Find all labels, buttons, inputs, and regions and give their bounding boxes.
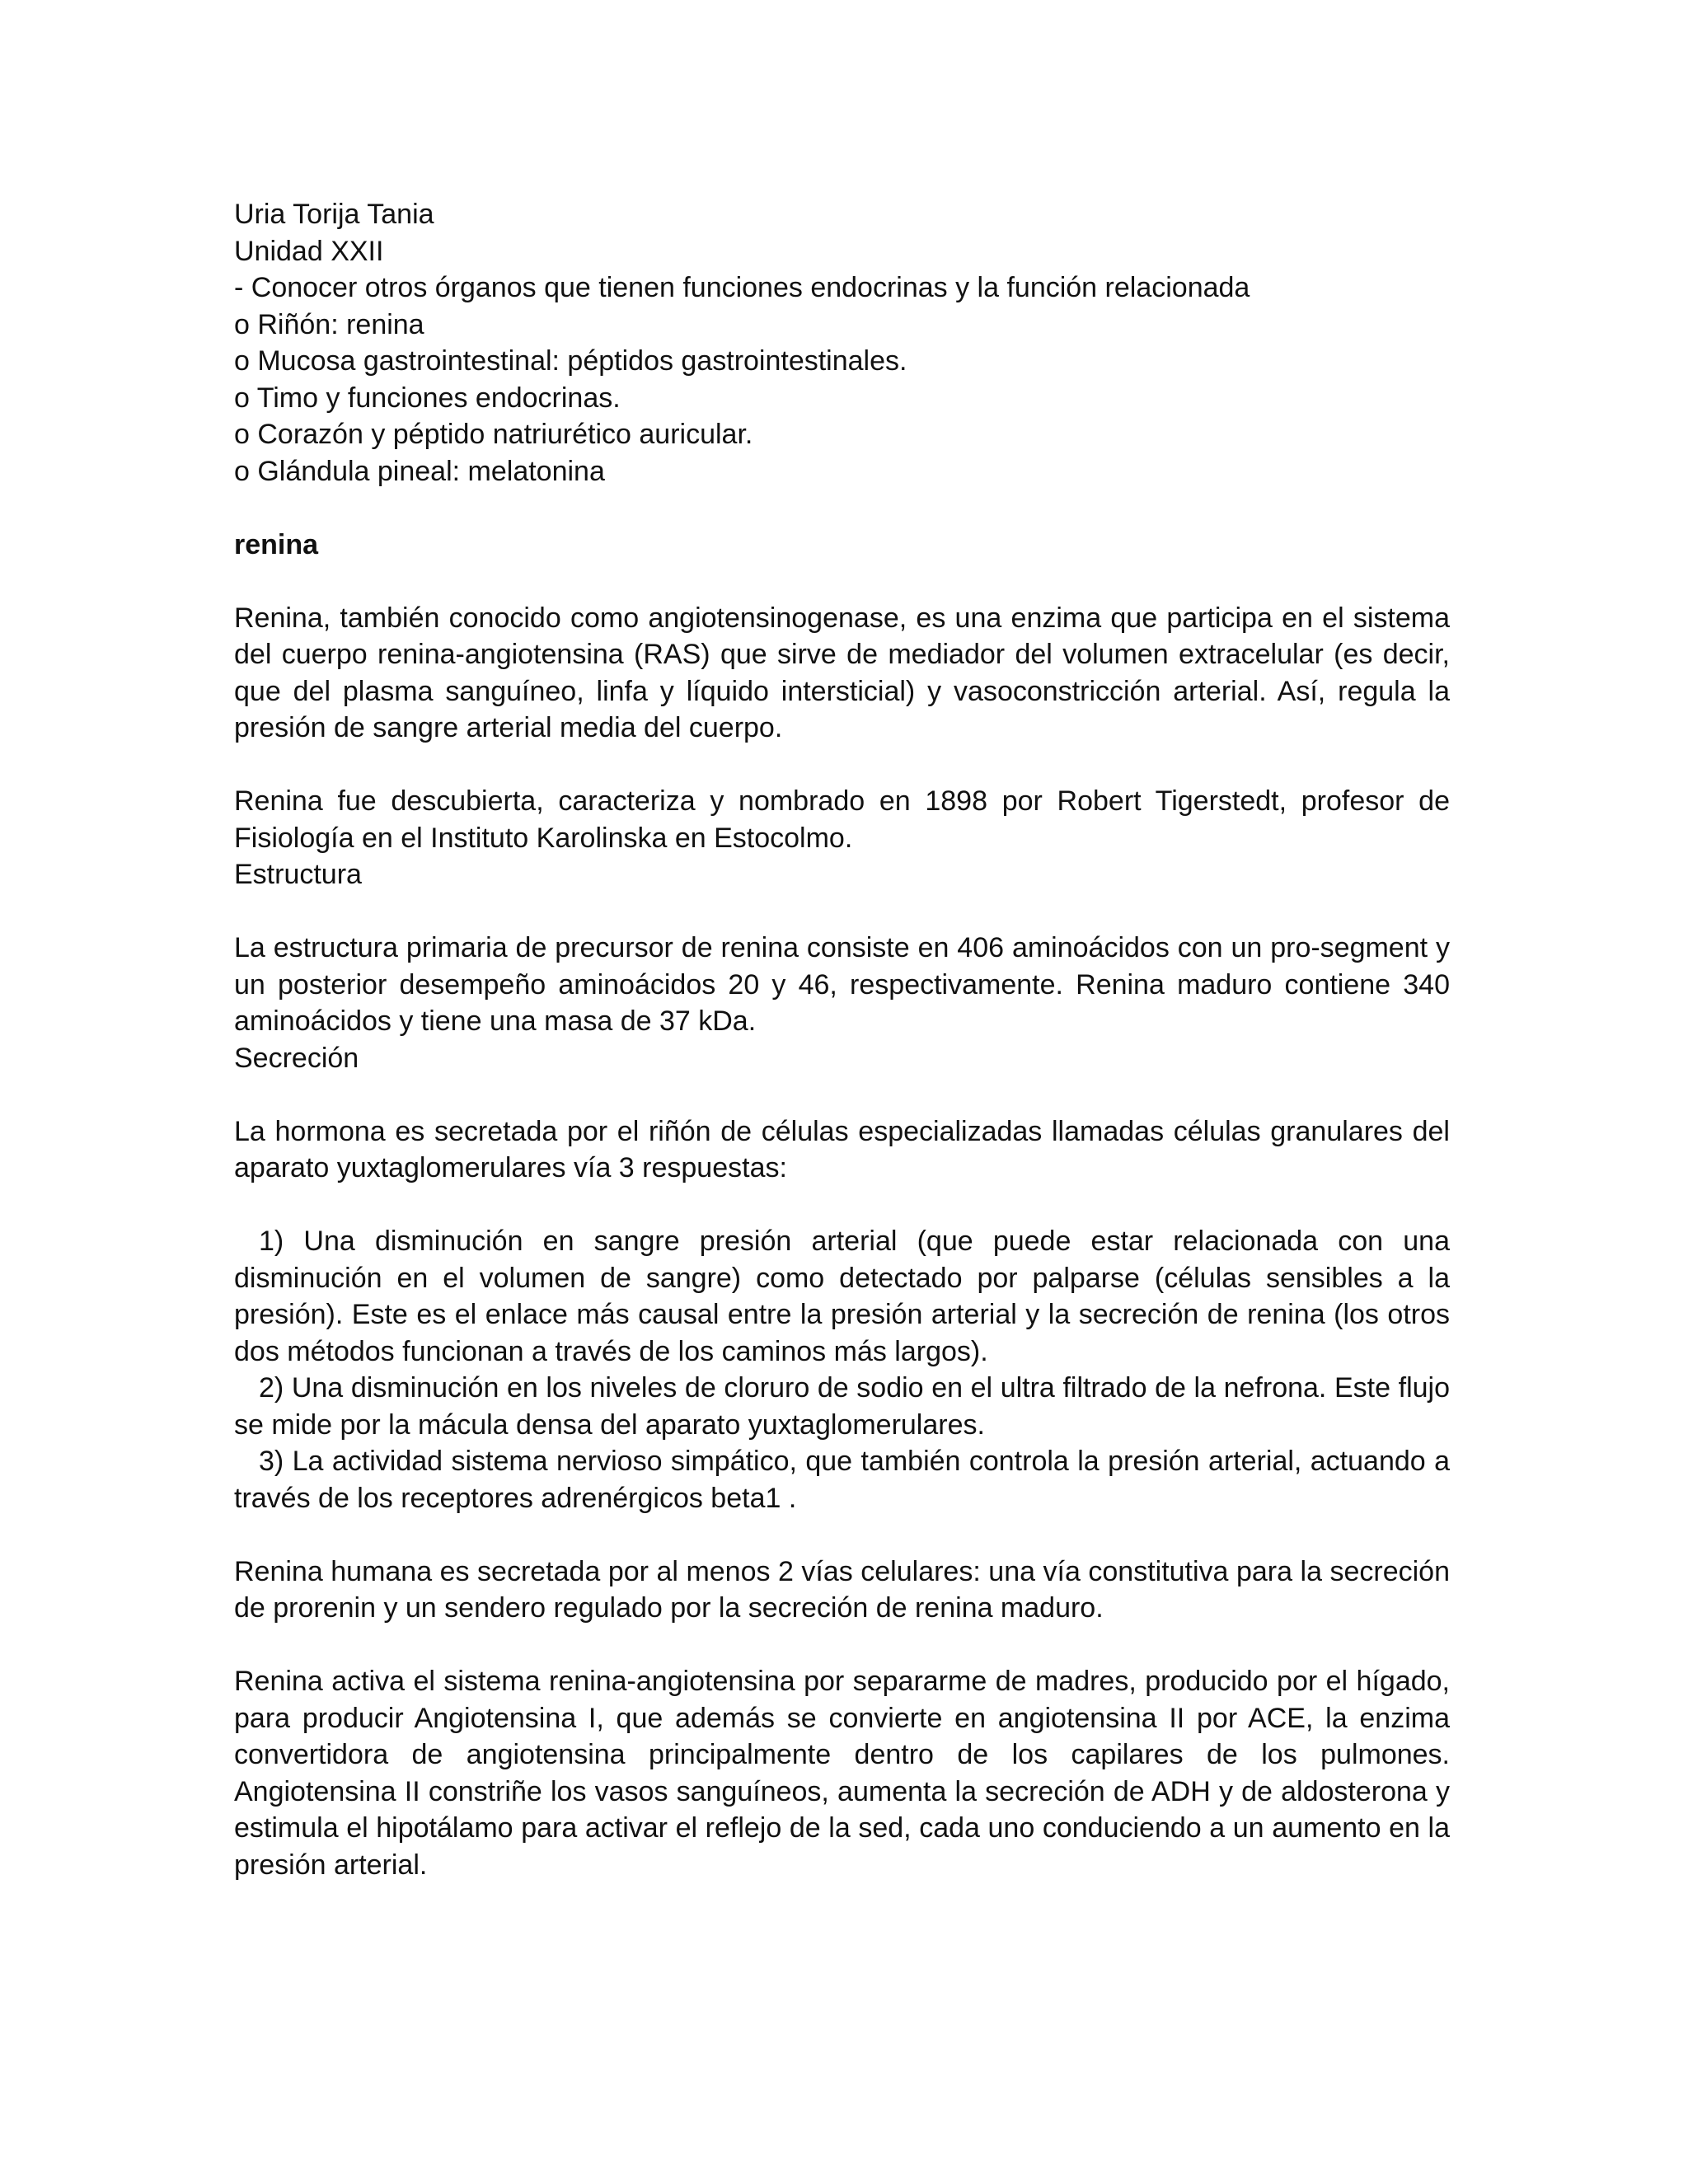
objectives-intro: - Conocer otros órganos que tienen funciones endocrinas y la función relacionada bbox=[234, 272, 1250, 303]
paragraph-activation: Renina activa el sistema renina-angiotensina por separarme de madres, producido por el hígado, para producir Angiotensina I, que además se convierte en angiotensina II por ACE, la enzima convertidora de angiotensina principalmente dentro de los capilares de los pulmones. Angiotensina II constriñe los vasos sanguíneos, aumenta la secreción de ADH y de aldosterona y estimula el hipotálamo para activar el reflejo de la sed, cada uno conduciendo a un aumento en la presión arterial. bbox=[234, 1666, 1450, 1881]
spacer bbox=[234, 747, 1450, 784]
objective-item: o Timo y funciones endocrinas. bbox=[234, 382, 621, 414]
unit-title: Unidad XXII bbox=[234, 235, 384, 267]
paragraph-structure: La estructura primaria de precursor de renina consiste en 406 aminoácidos con un pro-segment y un posterior desempeño aminoácidos 20 y 46, respectivamente. Renina maduro contiene 340 aminoácidos y tiene una masa de 37 kDa. bbox=[234, 932, 1450, 1037]
response-item: 3) La actividad sistema nervioso simpático, que también controla la presión arterial, actuando a través de los receptores adrenérgicos beta1 . bbox=[234, 1446, 1450, 1514]
objective-item: o Glándula pineal: melatonina bbox=[234, 455, 605, 487]
spacer bbox=[234, 1516, 1450, 1554]
paragraph-secretion: La hormona es secretada por el riñón de células especializadas llamadas células granulares del aparato yuxtaglomerulares vía 3 respuestas: bbox=[234, 1115, 1450, 1183]
objective-item: o Riñón: renina bbox=[234, 308, 424, 340]
subheading-structure: Estructura bbox=[234, 859, 362, 890]
objective-item: o Corazón y péptido natriurético auricular. bbox=[234, 419, 753, 450]
spacer bbox=[234, 1187, 1450, 1224]
paragraph-intro: Renina, también conocido como angiotensinogenase, es una enzima que participa en el sistema del cuerpo renina-angiotensina (RAS) que sirve de mediador del volumen extracelular (es decir, que del plasma sanguíneo, linfa y líquido intersticial) y vasoconstricción arterial. Así, regula la presión de sangre arterial media del cuerpo. bbox=[234, 602, 1450, 743]
spacer bbox=[234, 1627, 1450, 1664]
response-item: 1) Una disminución en sangre presión arterial (que puede estar relacionada con una disminución en el volumen de sangre) como detectado por palparse (células sensibles a la presión). Este es el enlace más causal entre la presión arterial y la secreción de renina (los otros dos métodos funcionan a través de los caminos más largos). bbox=[234, 1226, 1450, 1367]
author-name: Uria Torija Tania bbox=[234, 199, 434, 230]
paragraph-history: Renina fue descubierta, caracteriza y nombrado en 1898 por Robert Tigerstedt, profesor de Fisiología en el Instituto Karolinska en Estocolmo. bbox=[234, 785, 1450, 854]
objective-item: o Mucosa gastrointestinal: péptidos gastrointestinales. bbox=[234, 345, 907, 377]
paragraph-pathways: Renina humana es secretada por al menos 2 vías celulares: una vía constitutiva para la secreción de prorenin y un sendero regulado por la secreción de renina maduro. bbox=[234, 1555, 1450, 1624]
section-heading: renina bbox=[234, 528, 319, 560]
response-item: 2) Una disminución en los niveles de cloruro de sodio en el ultra filtrado de la nefrona. Este flujo se mide por la mácula densa del aparato yuxtaglomerulares. bbox=[234, 1372, 1450, 1441]
spacer bbox=[234, 490, 1450, 527]
spacer bbox=[234, 893, 1450, 930]
document-page bbox=[234, 196, 1450, 1883]
subheading-secretion: Secreción bbox=[234, 1042, 359, 1074]
spacer bbox=[234, 563, 1450, 600]
spacer bbox=[234, 1076, 1450, 1113]
